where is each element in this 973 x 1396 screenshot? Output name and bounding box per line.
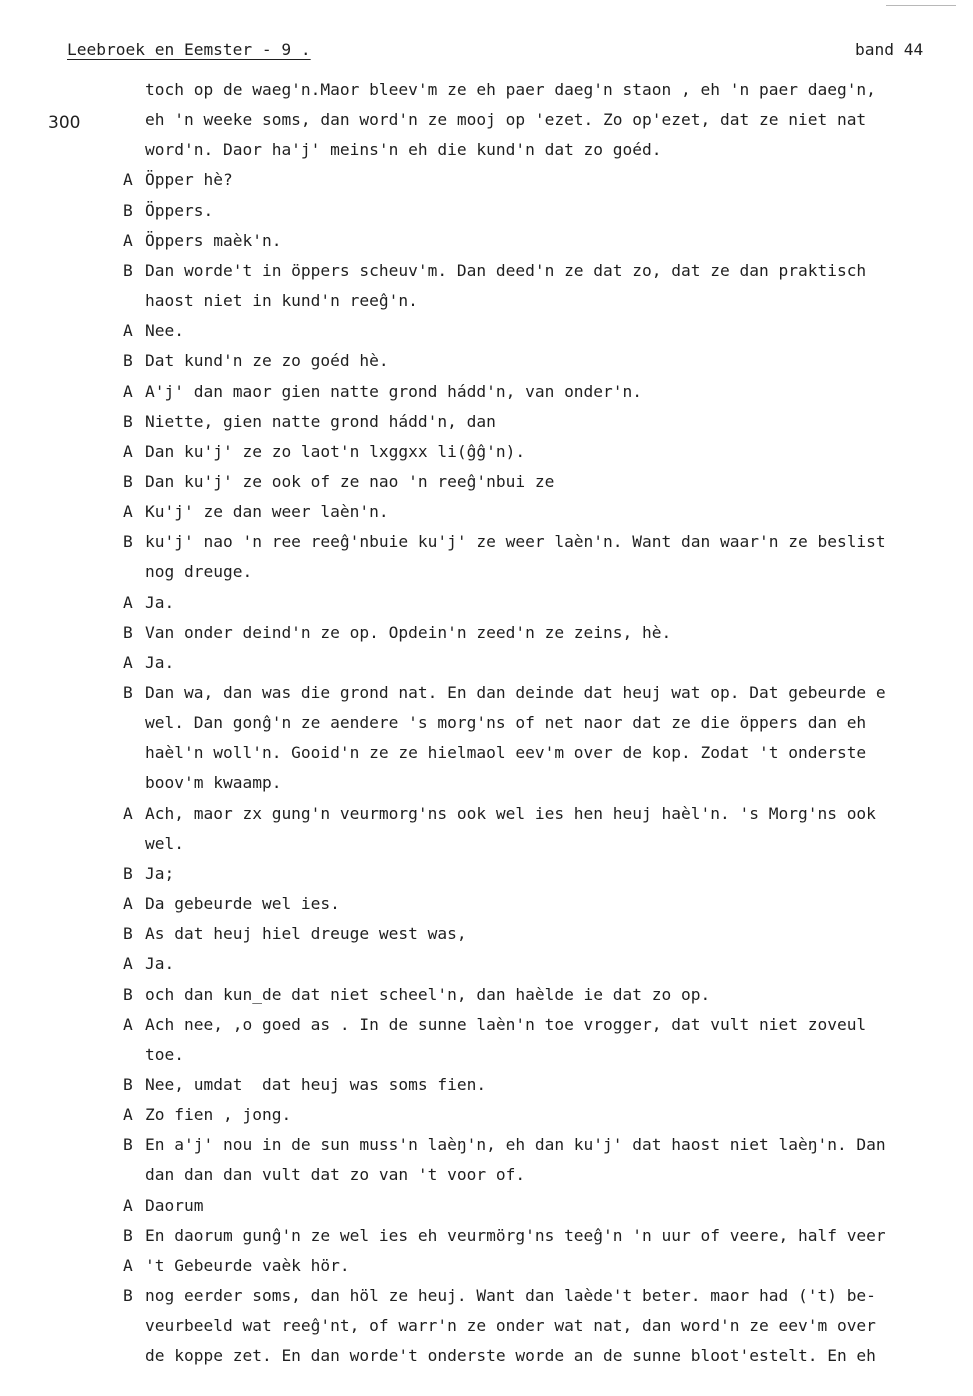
line-text: Da gebeurde wel ies. (145, 894, 340, 914)
speaker-label: B (123, 863, 133, 883)
transcript-line (0, 562, 973, 592)
line-text: Ja. (145, 592, 175, 612)
line-text: Nee. (145, 321, 184, 341)
header-title: Leebroek en Eemster - 9 . (67, 40, 311, 59)
speaker-label: B (123, 260, 133, 280)
line-text: Dan ku'j' ze zo laot'n lxggxx li(ĝĝ'n). (145, 441, 526, 461)
speaker-label: A (123, 1255, 133, 1275)
speaker-label: B (123, 924, 133, 944)
transcript-line (0, 1075, 973, 1105)
line-text: toch op de waeg'n.Maor bleev'm ze eh paer daeg'n staon , eh 'n paer daeg'n, (145, 80, 876, 99)
transcript-line (0, 80, 973, 110)
line-text: Van onder deind'n ze op. Opdein'n zeed'n ze zeins, hè. (145, 622, 672, 642)
transcript-line (0, 321, 973, 351)
line-text: dan dan dan vult dat zo van 't voor of. (145, 1165, 526, 1185)
transcript-line (0, 382, 973, 412)
speaker-label: A (123, 441, 133, 461)
transcript-line (0, 1105, 973, 1135)
line-text: eh 'n weeke soms, dan word'n ze mooj op 'ezet. Zo op'ezet, dat ze niet nat (145, 110, 867, 130)
transcript-line (0, 954, 973, 984)
transcript-line (0, 743, 973, 773)
line-text: och dan kun_de dat niet scheel'n, dan haèlde ie dat zo op. (145, 984, 711, 1004)
speaker-label: A (123, 954, 133, 974)
transcript-line (0, 1256, 973, 1286)
line-text: En daorum gunĝ'n ze wel ies eh veurmörg'ns teeĝ'n 'n uur of veere, half veer (145, 1225, 886, 1245)
line-text: A'j' dan maor gien natte grond hádd'n, van onder'n. (145, 381, 643, 401)
transcript-line (0, 1316, 973, 1346)
transcript-line (0, 291, 973, 321)
line-text: Ach nee, ,o goed as . In de sunne laèn'n toe vrogger, dat vult niet zoveul (145, 1014, 867, 1034)
line-text: de koppe zet. En dan worde't onderste worde an de sunne bloot'estelt. En eh (145, 1346, 876, 1366)
transcript-line (0, 502, 973, 532)
transcript-line (0, 713, 973, 743)
transcript-line (0, 894, 973, 924)
line-text: As dat heuj hiel dreuge west was, (145, 924, 467, 944)
transcript-line (0, 864, 973, 894)
transcript-line (0, 1165, 973, 1195)
transcript-line (0, 1045, 973, 1075)
line-text: word'n. Daor ha'j' meins'n eh die kund'n dat zo goéd. (145, 140, 662, 160)
line-text: En a'j' nou in de sun muss'n laèŋ'n, eh dan ku'j' dat haost niet laèŋ'n. Dan (145, 1135, 886, 1155)
speaker-label: A (123, 803, 133, 823)
speaker-label: B (123, 683, 133, 702)
line-text: Ach, maor zx gung'n veurmorg'ns ook wel ies hen heuj haèl'n. 's Morg'ns ook (145, 803, 876, 823)
transcript-line (0, 110, 973, 140)
speaker-label: A (123, 230, 133, 250)
line-text: Öppers maèk'n. (145, 230, 282, 250)
transcript-line (0, 1135, 973, 1165)
transcript-line (0, 170, 973, 200)
line-text: nog eerder soms, dan höl ze heuj. Want dan laède't beter. maor had ('t) be- (145, 1286, 876, 1305)
line-text: veurbeeld wat reeĝ'nt, of warr'n ze onder wat nat, dan word'n ze eev'm over (145, 1316, 876, 1336)
transcript-line (0, 1226, 973, 1256)
transcript-line (0, 804, 973, 834)
speaker-label: A (123, 381, 133, 401)
speaker-label: B (123, 1074, 133, 1094)
line-text: haèl'n woll'n. Gooid'n ze ze hielmaol eev'm over de kop. Zodat 't onderste (145, 743, 867, 763)
line-text: Zo fien , jong. (145, 1105, 292, 1125)
transcript-line (0, 201, 973, 231)
line-text: Ja; (145, 863, 175, 883)
speaker-label: B (123, 622, 133, 642)
line-text: toe. (145, 1044, 184, 1064)
speaker-label: A (123, 1195, 133, 1215)
transcript-line (0, 472, 973, 502)
transcript-line (0, 683, 973, 713)
margin-line-number: 300 (48, 113, 81, 133)
speaker-label: A (123, 652, 133, 672)
line-text: Niette, gien natte grond hádd'n, dan (145, 411, 496, 431)
transcript-line (0, 653, 973, 683)
transcript-line (0, 231, 973, 261)
speaker-label: B (123, 984, 133, 1004)
speaker-label: B (123, 1286, 133, 1305)
transcript-line (0, 1286, 973, 1316)
transcript-line (0, 351, 973, 381)
transcript-line (0, 1196, 973, 1226)
speaker-label: B (123, 1225, 133, 1245)
line-text: Daorum (145, 1195, 204, 1215)
transcript-line (0, 623, 973, 653)
line-text: Ku'j' ze dan weer laèn'n. (145, 502, 389, 522)
line-text: Dat kund'n ze zo goéd hè. (145, 351, 389, 371)
line-text: Öppers. (145, 200, 214, 220)
line-text: boov'm kwaamp. (145, 773, 282, 793)
line-text: Ja. (145, 954, 175, 974)
speaker-label: A (123, 592, 133, 612)
speaker-label: B (123, 1135, 133, 1155)
line-text: ku'j' nao 'n ree reeĝ'nbuie ku'j' ze weer laèn'n. Want dan waar'n ze beslist (145, 532, 886, 552)
line-text: nog dreuge. (145, 562, 253, 582)
speaker-label: B (123, 351, 133, 371)
line-text: Dan worde't in öppers scheuv'm. Dan deed'n ze dat zo, dat ze dan praktisch (145, 260, 867, 280)
header-band-number: band 44 (855, 40, 924, 59)
line-text: 't Gebeurde vaèk hör. (145, 1255, 350, 1275)
line-text: Dan ku'j' ze ook of ze nao 'n reeĝ'nbui ze (145, 471, 555, 491)
speaker-label: A (123, 1014, 133, 1034)
speaker-label: A (123, 321, 133, 341)
line-text: haost niet in kund'n reeĝ'n. (145, 291, 418, 311)
line-text: Öpper hè? (145, 170, 233, 190)
transcript-line (0, 442, 973, 472)
line-text: wel. (145, 833, 184, 853)
transcript-line (0, 985, 973, 1015)
transcript-line (0, 532, 973, 562)
speaker-label: A (123, 894, 133, 914)
transcript-line (0, 261, 973, 291)
line-text: Nee, umdat dat heuj was soms fien. (145, 1074, 487, 1094)
transcript-line (0, 412, 973, 442)
speaker-label: B (123, 471, 133, 491)
transcript-line (0, 924, 973, 954)
speaker-label: A (123, 170, 133, 190)
speaker-label: A (123, 502, 133, 522)
line-text: Dan wa, dan was die grond nat. En dan deinde dat heuj wat op. Dat gebeurde e (145, 683, 886, 702)
transcript-line (0, 834, 973, 864)
transcript-line (0, 140, 973, 170)
transcript-line (0, 1015, 973, 1045)
line-text: wel. Dan gonĝ'n ze aendere 's morg'ns of net naor dat ze die öppers dan eh (145, 713, 867, 733)
speaker-label: B (123, 200, 133, 220)
transcript-line (0, 593, 973, 623)
line-text: Ja. (145, 652, 175, 672)
speaker-label: A (123, 1105, 133, 1125)
speaker-label: B (123, 532, 133, 552)
transcript-line (0, 1346, 973, 1376)
speaker-label: B (123, 411, 133, 431)
transcript-line (0, 773, 973, 803)
